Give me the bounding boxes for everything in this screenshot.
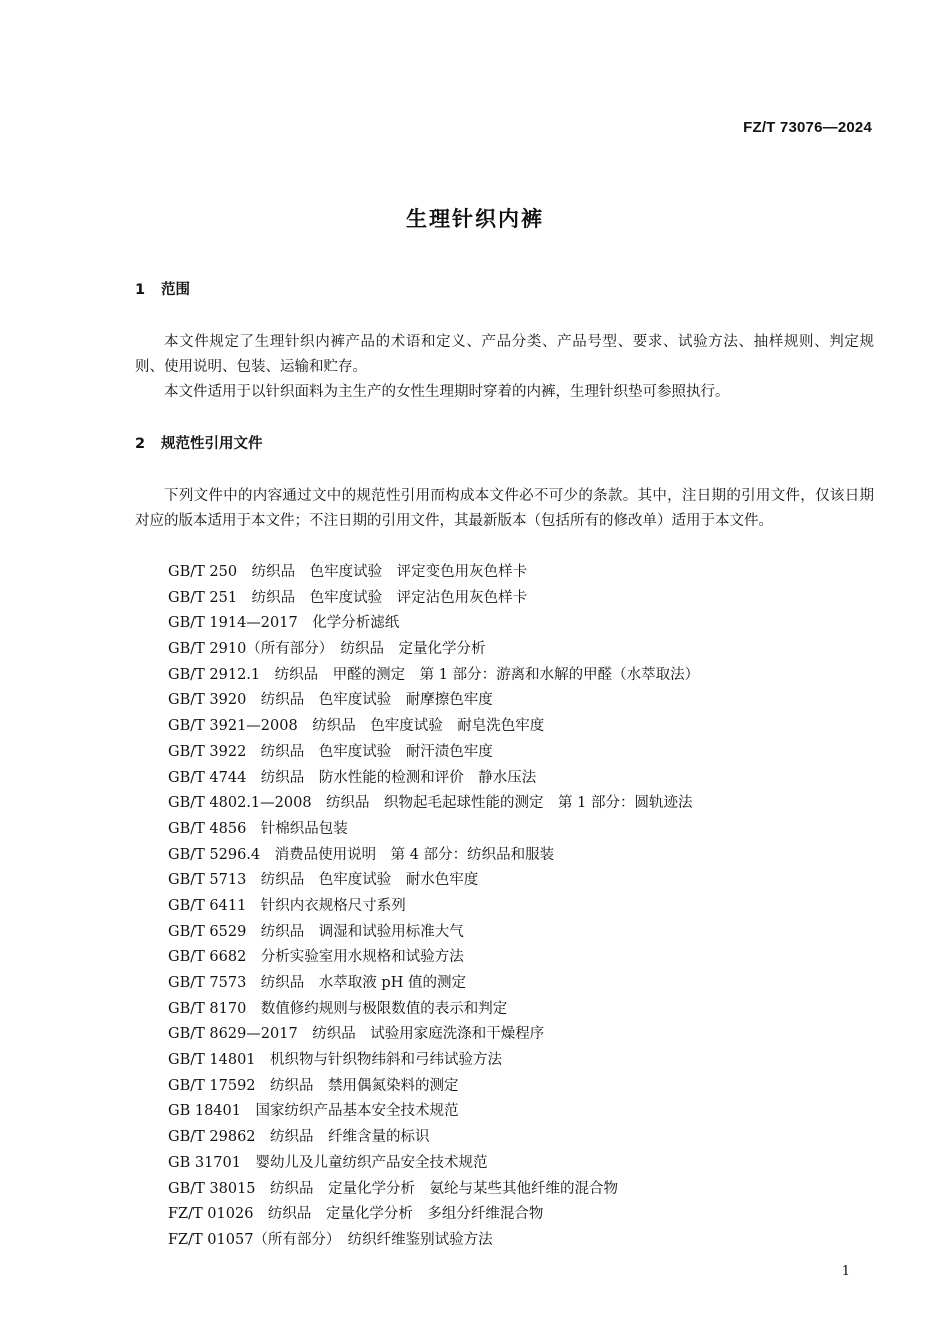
reference-item: GB/T 38015 纺织品 定量化学分析 氨纶与某些其他纤维的混合物 — [168, 1180, 619, 1197]
section-title: 范围 — [161, 282, 190, 298]
reference-item: GB/T 4802.1—2008 纺织品 织物起毛起球性能的测定 第 1 部分：圆轨迹法 — [168, 795, 693, 812]
reference-item: GB/T 6682 分析实验室用水规格和试验方法 — [168, 949, 464, 966]
reference-item: FZ/T 01026 纺织品 定量化学分析 多组分纤维混合物 — [168, 1206, 544, 1223]
standard-code: FZ/T 73076—2024 — [743, 119, 872, 136]
reference-item: GB/T 6411 针织内衣规格尺寸系列 — [168, 897, 406, 914]
page-number: 1 — [841, 1264, 850, 1279]
section-heading-normative-references — [135, 432, 263, 453]
section-number: 2 — [135, 436, 146, 452]
reference-item: GB/T 250 纺织品 色牢度试验 评定变色用灰色样卡 — [168, 564, 528, 580]
paragraph: 本文件规定了生理针织内裤产品的术语和定义、产品分类、产品号型、要求、试验方法、抽样规则、判定规则、使用说明、包装、运输和贮存。 — [135, 334, 874, 375]
reference-list — [168, 560, 699, 1254]
reference-item: GB/T 6529 纺织品 调湿和试验用标准大气 — [168, 923, 464, 940]
reference-item: GB/T 4856 针棉织品包装 — [168, 820, 348, 837]
section-heading-scope — [135, 278, 190, 299]
reference-item: GB/T 4744 纺织品 防水性能的检测和评价 静水压法 — [168, 769, 537, 786]
paragraph: 本文件适用于以针织面料为主生产的女性生理期时穿着的内裤，生理针织垫可参照执行。 — [164, 384, 730, 400]
reference-item: GB 18401 国家纺织产品基本安全技术规范 — [168, 1103, 459, 1120]
reference-item: GB/T 2912.1 纺织品 甲醛的测定 第 1 部分：游离和水解的甲醛（水萃取法） — [168, 666, 700, 683]
reference-item: GB/T 14801 机织物与针织物纬斜和弓纬试验方法 — [168, 1052, 503, 1069]
reference-item: GB/T 1914—2017 化学分析滤纸 — [168, 615, 400, 632]
reference-item: GB/T 8629—2017 纺织品 试验用家庭洗涤和干燥程序 — [168, 1026, 545, 1043]
reference-item: GB/T 5296.4 消费品使用说明 第 4 部分：纺织品和服装 — [168, 846, 555, 863]
reference-item: GB/T 7573 纺织品 水萃取液 pH 值的测定 — [168, 975, 466, 991]
document-title: 生理针织内裤 — [406, 207, 544, 231]
reference-item: GB/T 2910（所有部分） 纺织品 定量化学分析 — [168, 641, 486, 658]
section-title: 规范性引用文件 — [161, 436, 263, 452]
reference-item: GB/T 3922 纺织品 色牢度试验 耐汗渍色牢度 — [168, 743, 493, 760]
reference-item: GB/T 3920 纺织品 色牢度试验 耐摩擦色牢度 — [168, 692, 493, 709]
reference-item: GB/T 17592 纺织品 禁用偶氮染料的测定 — [168, 1077, 459, 1094]
reference-item: FZ/T 01057（所有部分） 纺织纤维鉴别试验方法 — [168, 1231, 493, 1248]
reference-item: GB/T 251 纺织品 色牢度试验 评定沾色用灰色样卡 — [168, 589, 528, 606]
section-number: 1 — [135, 282, 146, 298]
reference-item: GB/T 29862 纺织品 纤维含量的标识 — [168, 1129, 430, 1146]
reference-item: GB/T 5713 纺织品 色牢度试验 耐水色牢度 — [168, 872, 479, 889]
reference-item: GB/T 3921—2008 纺织品 色牢度试验 耐皂洗色牢度 — [168, 718, 545, 735]
reference-item: GB 31701 婴幼儿及儿童纺织产品安全技术规范 — [168, 1154, 488, 1171]
reference-item: GB/T 8170 数值修约规则与极限数值的表示和判定 — [168, 1000, 508, 1017]
paragraph: 下列文件中的内容通过文中的规范性引用而构成本文件必不可少的条款。其中，注日期的引用文件，仅该日期对应的版本适用于本文件；不注日期的引用文件，其最新版本（包括所有的修改单）适用于本文件。 — [135, 488, 874, 529]
